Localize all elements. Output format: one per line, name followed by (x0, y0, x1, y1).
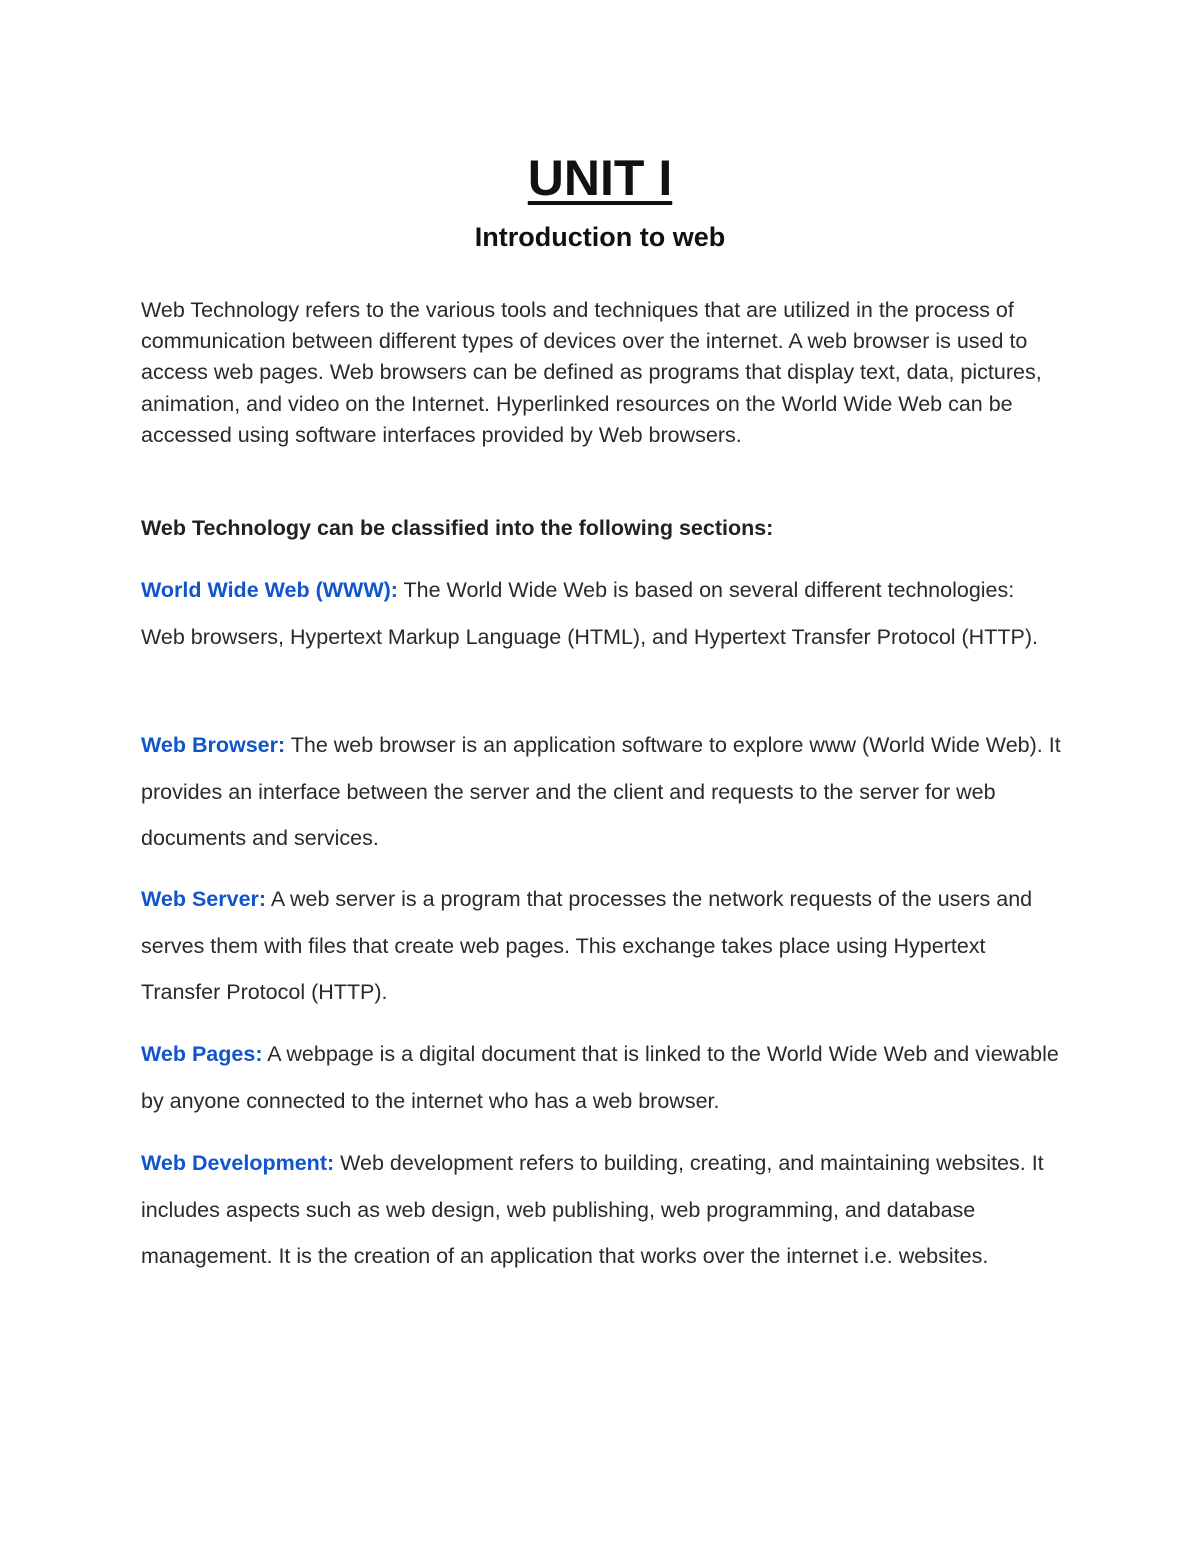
intro-paragraph: Web Technology refers to the various tools and techniques that are utilized in the process of communication between different types of devices over the internet. A web browser is used to access web pages. Web browsers can be defined as programs that display text, data, pictures, animation, and video on the Internet. Hyperlinked resources on the World Wide Web can be accessed using software interfaces provided by Web browsers. (141, 298, 1042, 447)
section-text: A web server is a program that processes the network requests of the users and serves them with files that create web pages. This exchange takes place using Hypertext Transfer Protocol (HTTP). (141, 887, 1033, 1004)
section-text: Web development refers to building, creating, and maintaining websites. It includes aspects such as web design, web publishing, web programming, and database management. It is the creation of an application that works over the internet i.e. websites. (141, 1151, 1044, 1268)
section-web-pages (141, 1031, 1061, 1124)
section-text: The World Wide Web is based on several different technologies: Web browsers, Hypertext Markup Language (HTML), and Hypertext Transfer Protocol (HTTP). (141, 578, 1038, 649)
page-title (0, 148, 1200, 208)
section-term: Web Server: (141, 887, 267, 911)
page-subtitle: Introduction to web (474, 222, 726, 252)
classification-heading: Web Technology can be classified into the following sections: (141, 516, 774, 540)
section-web-server (141, 876, 1061, 1016)
section-text: The web browser is an application software to explore www (World Wide Web). It provides an interface between the server and the client and requests to the server for web documents and services. (141, 733, 1061, 850)
section-term: Web Pages: (141, 1042, 263, 1066)
section-term: Web Development: (141, 1151, 335, 1175)
section-term: Web Browser: (141, 733, 286, 757)
section-web-development (141, 1140, 1061, 1280)
section-term: World Wide Web (WWW): (141, 578, 398, 602)
section-world-wide-web (141, 567, 1061, 660)
page-title-text: UNIT I (527, 150, 673, 206)
section-web-browser (141, 722, 1061, 862)
section-text: A webpage is a digital document that is linked to the World Wide Web and viewable by anyone connected to the internet who has a web browser. (141, 1042, 1059, 1113)
